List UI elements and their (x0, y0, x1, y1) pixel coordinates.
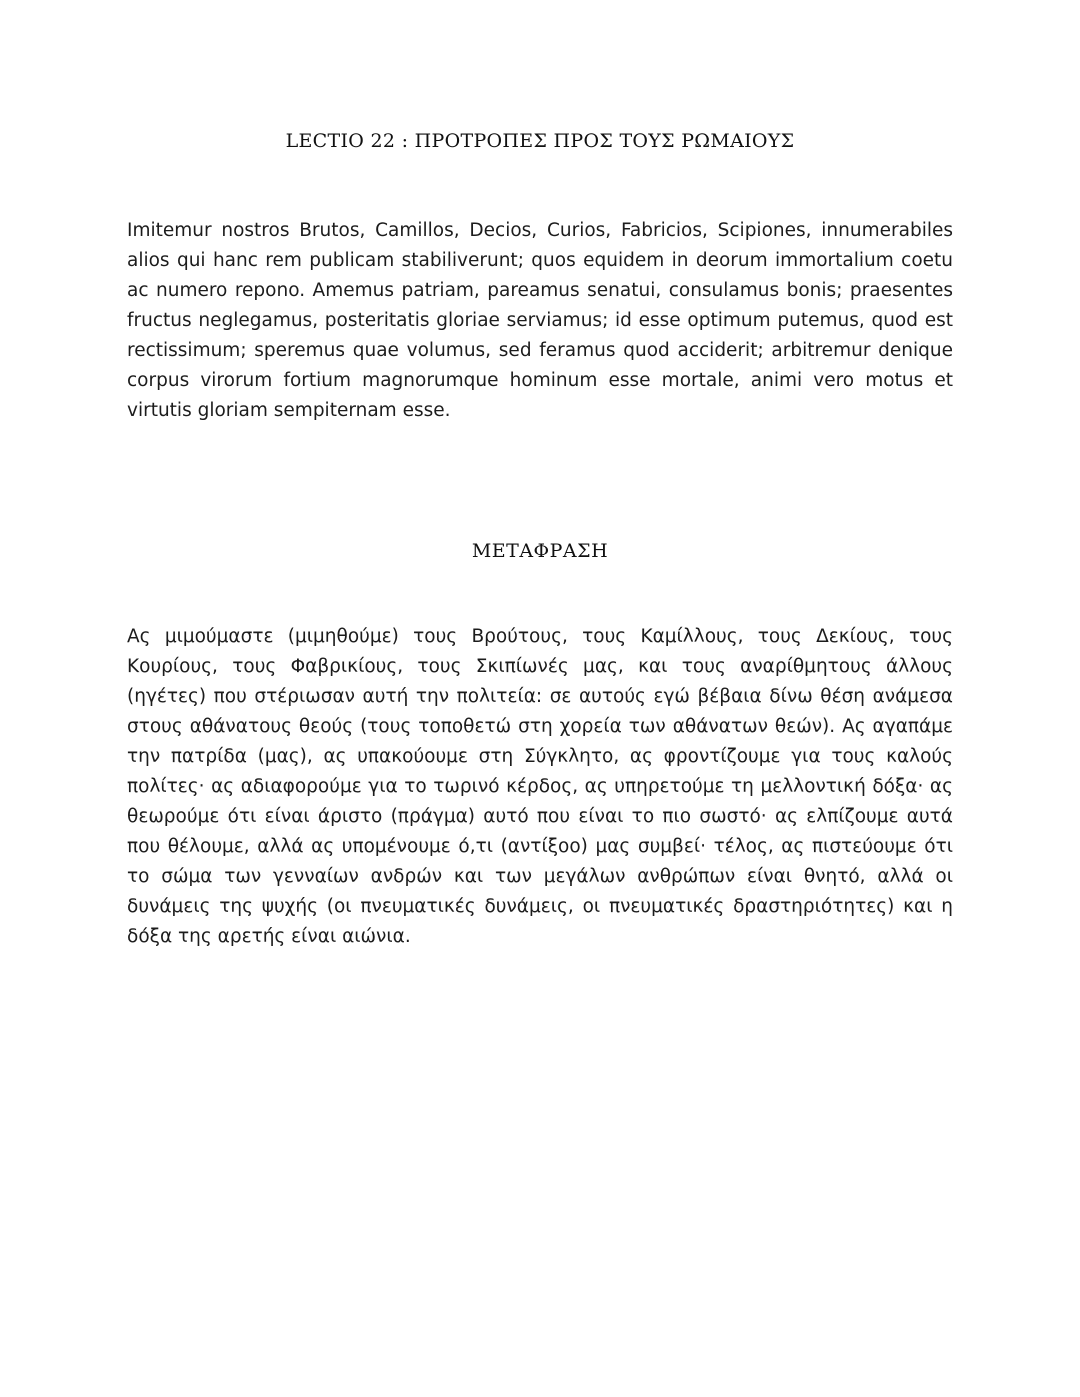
latin-text-paragraph: Imitemur nostros Brutos, Camillos, Decios, Curios, Fabricios, Scipiones, innumerabiles alios qui hanc rem publicam stabiliverunt; quos equidem in deorum immortalium coetu ac numero repono. Amemus patriam, pareamus senatui, consulamus bonis; praesentes fructus neglegamus, posteritatis gloriae serviamus; id esse optimum putemus, quod est rectissimum; speremus quae volumus, sed feramus quod acciderit; arbitremur denique corpus virorum fortium magnorumque hominum esse mortale, animi vero motus et virtutis gloriam sempiternam esse. (127, 220, 953, 421)
translation-heading: ΜΕΤΑΦΡΑΣΗ (471, 540, 609, 562)
greek-translation-paragraph: Ας μιμούμαστε (μιμηθούμε) τους Βρούτους, τους Καμίλλους, τους Δεκίους, τους Κουρίους, τους Φαβρικίους, τους Σκιπίωνές μας, και τους αναρίθμητους άλλους (ηγέτες) που στέριωσαν αυτή την πολιτεία: σε αυτούς εγώ βέβαια δίνω θέση ανάμεσα στους αθάνατους θεούς (τους τοποθετώ στη χορεία των αθάνατων θεών). Ας αγαπάμε την πατρίδα (μας), ας υπακούουμε στη Σύγκλητο, ας φροντίζουμε για τους καλούς πολίτες· ας αδιαφορούμε για το τωρινό κέρδος, ας υπηρετούμε τη μελλοντική δόξα· ας θεωρούμε ότι είναι άριστο (πράγμα) αυτό που είναι το πιο σωστό· ας ελπίζουμε αυτά που θέλουμε, αλλά ας υπομένουμε ό,τι (αντίξοο) μας συμβεί· τέλος, ας πιστεύουμε ότι το σώμα των γενναίων ανδρών και των μεγάλων ανθρώπων είναι θνητό, αλλά οι δυνάμεις της ψυχής (οι πνευματικές δυνάμεις, οι πνευματικές δραστηριότητες) και η δόξα της αρετής είναι αιώνια. (127, 626, 953, 947)
lesson-title: LECTIO 22 : ΠΡΟΤΡΟΠΕΣ ΠΡΟΣ ΤΟΥΣ ΡΩΜΑΙΟΥΣ (285, 130, 795, 152)
